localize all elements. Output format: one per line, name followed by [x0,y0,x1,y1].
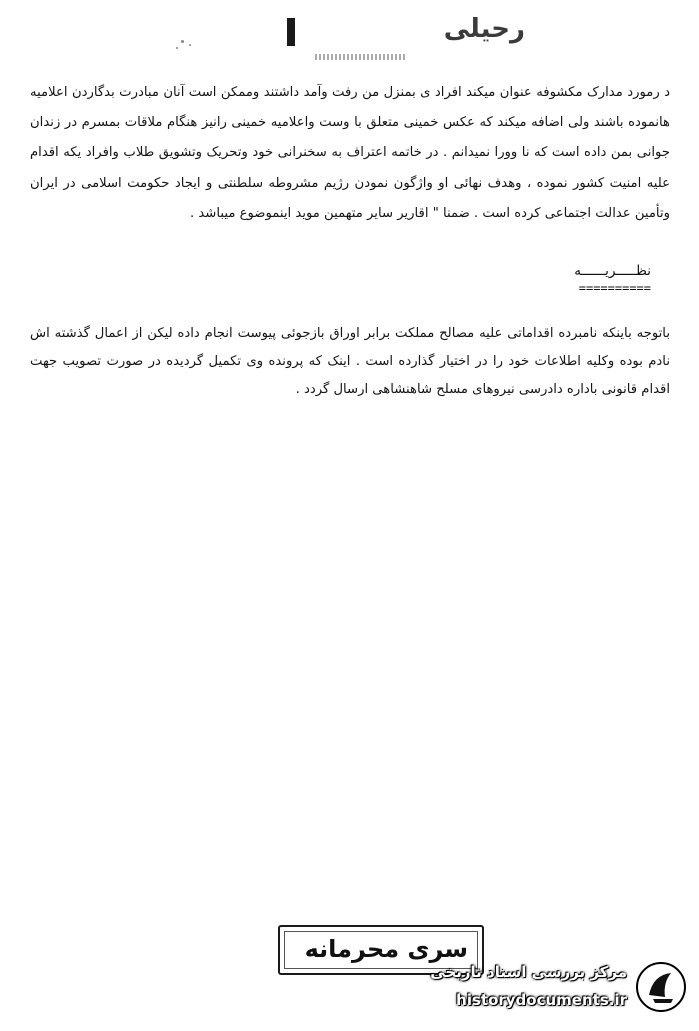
header-stamp-smudge [315,54,405,60]
paragraph-opinion [30,320,670,404]
paragraph-2-text: باتوجه باینکه نامبرده اقداماتی علیه مصالح مملکت برابر اوراق بازجوئی پیوست انجام داده لیکن از اعمال گذشته اش نادم بوده وکلیه اطلاعات خود را در اختیار گذارده است . اینک که پرونده وی تکمیل گردیده در صورت تصویب جهت اقدام قانونی باداره دادرسی نیروهای مسلح شاهنشاهی ارسال گردد . [30,326,670,397]
header-stamp [285,14,525,56]
header-stamp-bar [287,18,295,46]
header-stamp-text: رحیلی [443,14,525,44]
paragraph-interrogation [30,78,670,229]
speck [189,44,191,46]
speck [176,47,178,49]
paragraph-1-text: د رمورد مدارک مکشوفه عنوان میکند افراد ی بمنزل من رفت وآمد داشتند وممکن است آنان مبادرت بدگاردن اعلامیه هانموده باشند ولی اضافه میکند که عکس خمینی متعلق با وست واعلامیه خمینی رانیز هنگام ملاقات بمسرم در زندان جوانی بمن داده است که نا وورا نمیدانم . در خاتمه اعتراف به سخنرانی خود وتحریک وتشویق طلاب وافراد یکه اقدام علیه امنیت کشور نموده ، وهدف نهائی او واژگون نمودن رژیم مشروطه سلطنتی و ایجاد حکومت اسلامی در ایران وتأمین عدالت اجتماعی کرده است . ضمنا " اقاریر سایر متهمین موید اینموضوع میباشد . [30,85,670,221]
watermark-url: historydocuments.ir [456,991,627,1009]
opinion-heading-block [531,263,651,295]
opinion-heading: نظـــــریــــــه [574,263,651,279]
archive-watermark [397,953,687,1023]
history-documents-logo-icon [635,961,687,1013]
opinion-heading-rule: ========== [578,281,651,295]
watermark-title: مرکز بررسی اسناد تاریخی [430,963,627,981]
classification-stamp-text: سری محرمانه [304,935,468,963]
speck [181,40,184,43]
